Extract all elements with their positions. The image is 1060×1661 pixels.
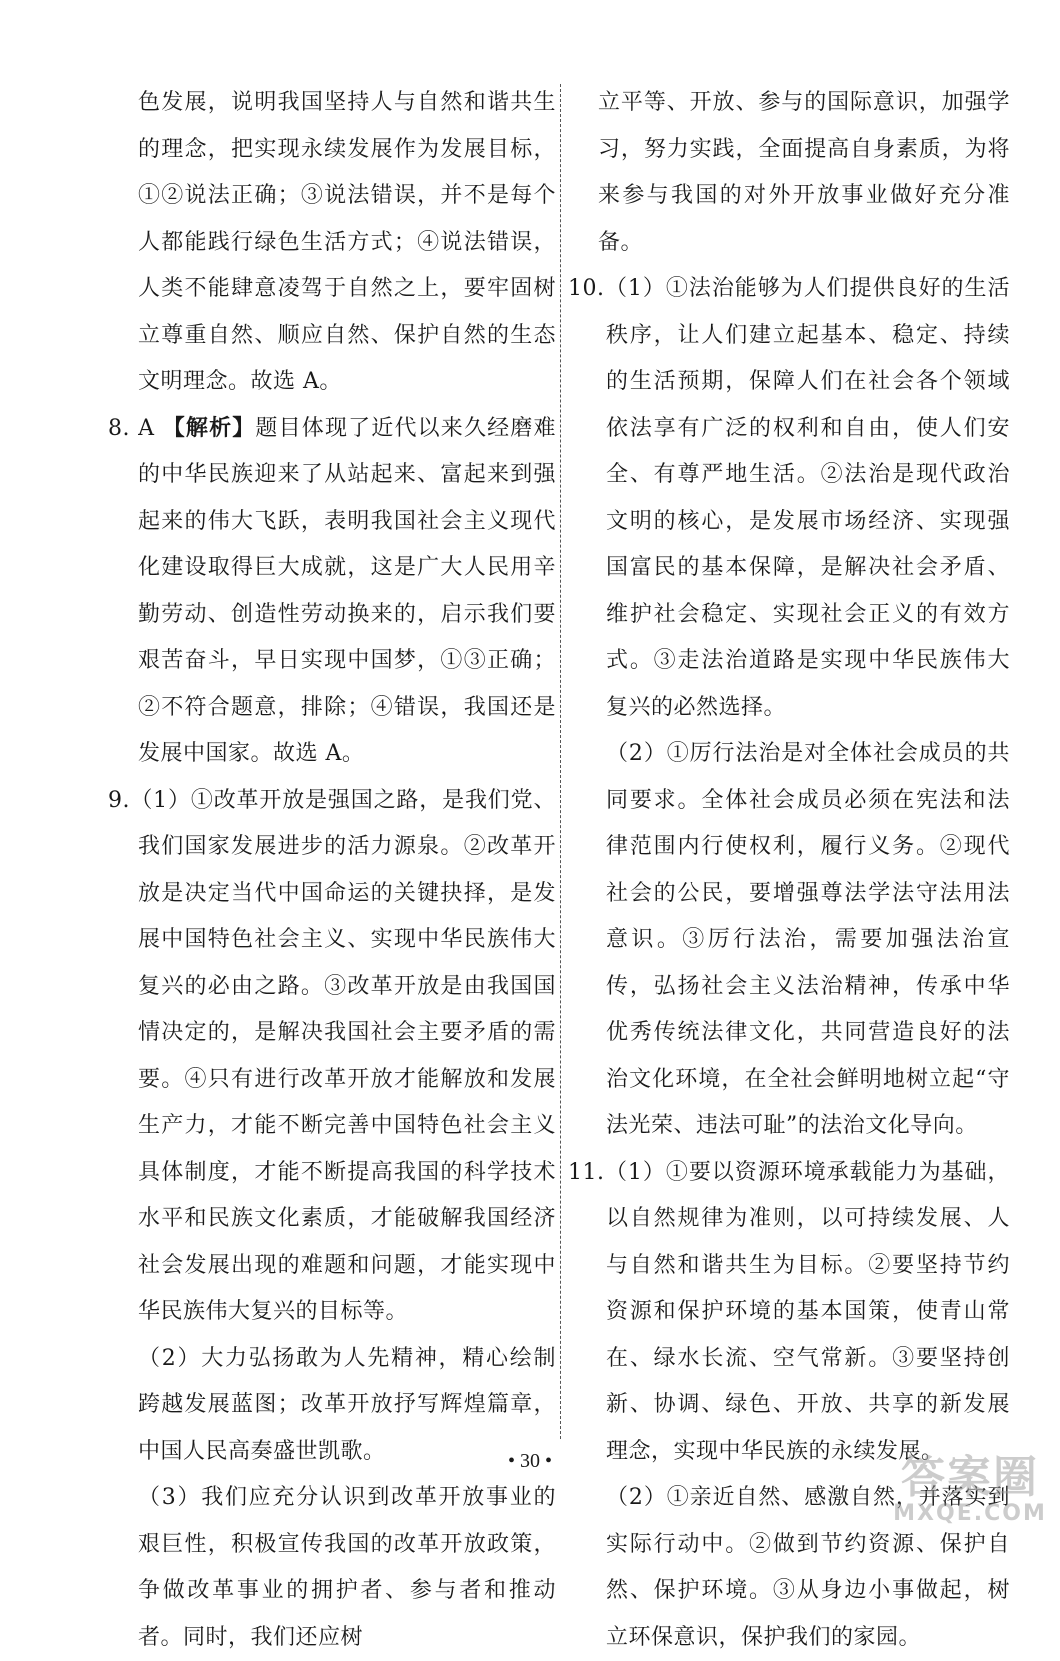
answer-9-part-3-continuation: 立平等、开放、参与的国际意识，加强学习，努力实践，全面提高自身素质，为将来参与我国的对外开放事业做好充分准备。 bbox=[598, 90, 1010, 255]
answer-11-part-2: （2）①亲近自然、感激自然，并落实到实际行动中。②做到节约资源、保护自然、保护环境。③从身边小事做起，树立环保意识，保护我们的家园。 bbox=[606, 1485, 1010, 1650]
column-divider bbox=[560, 84, 561, 1439]
answer-9-part-3: （3）我们应充分认识到改革开放事业的艰巨性，积极宣传我国的改革开放政策，争做改革事业的拥护者、参与者和推动者。同时，我们还应树 bbox=[138, 1485, 556, 1650]
answer-7-continuation: 色发展，说明我国坚持人与自然和谐共生的理念，把实现永续发展作为发展目标，①②说法正确；③说法错误，并不是每个人都能践行绿色生活方式；④说法错误，人类不能肆意凌驾于自然之上，要牢固树立尊重自然、顺应自然、保护自然的生态文明理念。故选 A。 bbox=[138, 90, 556, 394]
answer-10-part-1: 10.（1）①法治能够为人们提供良好的生活秩序，让人们建立起基本、稳定、持续的生活预期，保障人们在社会各个领域依法享有广泛的权利和自由，使人们安全、有尊严地生活。②法治是现代政治文明的核心，是发展市场经济、实现强国富民的基本保障，是解决社会矛盾、维护社会稳定、实现社会正义的有效方式。③走法治道路是实现中华民族伟大复兴的必然选择。 bbox=[568, 276, 1010, 720]
answer-9-part-2: （2）大力弘扬敢为人先精神，精心绘制跨越发展蓝图；改革开放抒写辉煌篇章，中国人民高奏盛世凯歌。 bbox=[138, 1345, 556, 1464]
answer-8 bbox=[108, 406, 556, 778]
watermark-logo bbox=[890, 1454, 1050, 1530]
answer-10-part-2: （2）①厉行法治是对全体社会成员的共同要求。全体社会成员必须在宪法和法律范围内行使权利，履行义务。②现代社会的公民，要增强尊法学法守法用法意识。③厉行法治，需要加强法治宣传，弘扬社会主义法治精神，传承中华优秀传统法律文化，共同营造良好的法治文化环境，在全社会鲜明地树立起“守法光荣、违法可耻”的法治文化导向。 bbox=[606, 741, 1010, 1138]
page-number: • 30 • bbox=[507, 1450, 552, 1472]
watermark-top-text: 答案圈 bbox=[901, 1452, 1039, 1503]
right-column bbox=[568, 80, 1010, 1661]
answer-11-part-1: 11.（1）①要以资源环境承载能力为基础，以自然规律为准则，以可持续发展、人与自然和谐共生为目标。②要坚持节约资源和保护环境的基本国策，使青山常在、绿水长流、空气常新。③要坚持创新、协调、绿色、开放、共享的新发展理念，实现中华民族的永续发展。 bbox=[568, 1159, 1010, 1464]
answer-9-part-1: 9.（1）①改革开放是强国之路，是我们党、我们国家发展进步的活力源泉。②改革开放是决定当代中国命运的关键抉择，是发展中国特色社会主义、实现中华民族伟大复兴的必由之路。③改革开放是由我国国情决定的，是解决我国社会主要矛盾的需要。④只有进行改革开放才能解放和发展生产力，才能不断完善中国特色社会主义具体制度，才能不断提高我国的科学技术水平和民族文化素质，才能破解我国经济社会发展出现的难题和问题，才能实现中华民族伟大复兴的目标等。 bbox=[108, 787, 556, 1324]
answer-8-text: 题目体现了近代以来久经磨难的中华民族迎来了从站起来、富起来到强起来的伟大飞跃，表明我国社会主义现代化建设取得巨大成就，这是广大人民用辛勤劳动、创造性劳动换来的，启示我们要艰苦奋斗，早日实现中国梦，①③正确；②不符合题意，排除；④错误，我国还是发展中国家。故选 A。 bbox=[138, 415, 556, 766]
watermark-bottom-text: MXQE.COM bbox=[893, 1501, 1047, 1526]
answer-8-number: 8. A bbox=[108, 415, 163, 441]
left-column bbox=[108, 80, 556, 1661]
analysis-tag: 【解析】 bbox=[162, 415, 256, 441]
